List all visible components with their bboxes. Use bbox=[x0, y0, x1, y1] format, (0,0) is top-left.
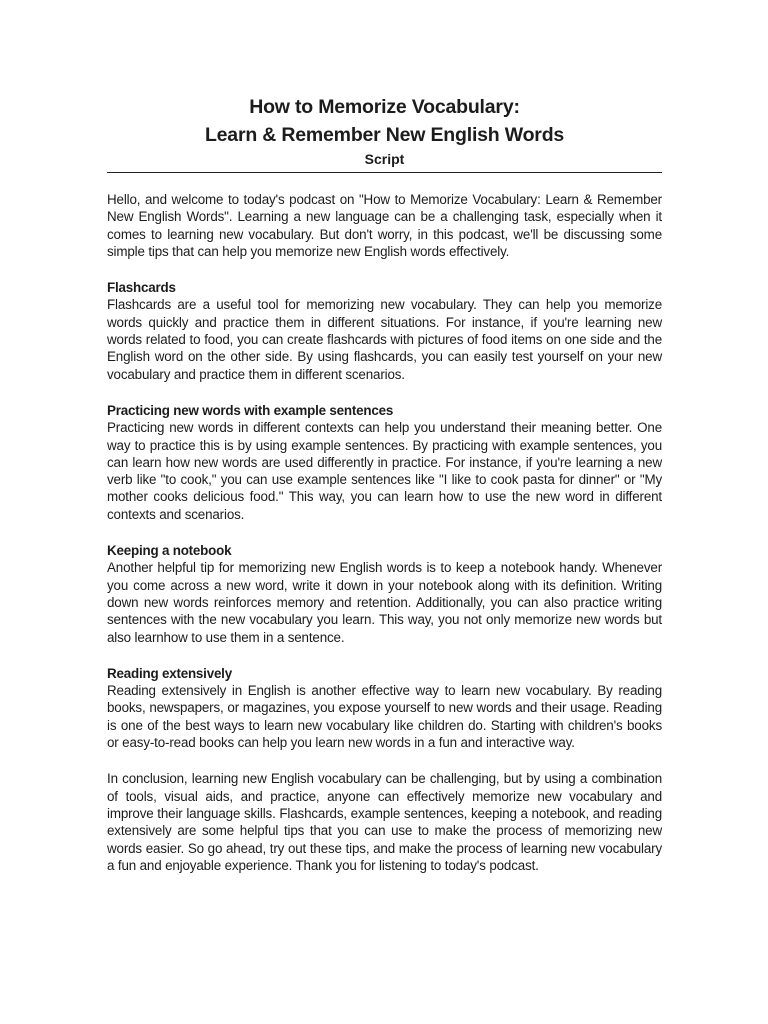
section-heading: Reading extensively bbox=[107, 665, 232, 681]
section-heading: Flashcards bbox=[107, 280, 176, 296]
intro-paragraph: Hello, and welcome to today's podcast on "How to Memorize Vocabulary: Learn & Remember New English Words". Learning a new language can be a challenging task, especially when it comes to learning new vocabulary. But don't worry, in this podcast, we'll be discussing some simple tips that can help you memorize new English words effectively. bbox=[107, 192, 662, 259]
section-paragraph: Another helpful tip for memorizing new English words is to keep a notebook handy. Whenever you come across a new word, write it down in your notebook along with its definition. Writing down new words reinforces memory and retention. Additionally, you can also practice writing sentences with the new vocabulary you learn. This way, you not only memorize new words but also learnhow to use them in a sentence. bbox=[107, 560, 662, 645]
section-example-sentences bbox=[107, 402, 662, 523]
section-notebook bbox=[107, 542, 662, 646]
conclusion-paragraph: In conclusion, learning new English vocabulary can be challenging, but by using a combination of tools, visual aids, and practice, anyone can effectively memorize new vocabulary and improve their language skills. Flashcards, example sentences, keeping a notebook, and reading extensively are some helpful tips that you can use to make the process of memorizing new words easier. So go ahead, try out these tips, and make the process of learning new vocabulary a fun and enjoyable experience. Thank you for listening to today's podcast. bbox=[107, 771, 662, 873]
section-paragraph: Reading extensively in English is another effective way to learn new vocabulary. By reading books, newspapers, or magazines, you expose yourself to new words and their usage. Reading is one of the best ways to learn new vocabulary like children do. Starting with children's books or easy-to-read books can help you learn new words in a fun and interactive way. bbox=[107, 683, 662, 751]
header-divider bbox=[107, 172, 662, 173]
section-flashcards bbox=[107, 279, 662, 383]
section-heading: Keeping a notebook bbox=[107, 543, 232, 559]
title-line-2: Learn & Remember New English Words bbox=[204, 124, 565, 146]
title-line-1: How to Memorize Vocabulary: bbox=[249, 96, 520, 118]
section-reading bbox=[107, 665, 662, 751]
section-paragraph: Flashcards are a useful tool for memorizing new vocabulary. They can help you memorize words quickly and practice them in different situations. For instance, if you're learning new words related to food, you can create flashcards with pictures of food items on one side and the English word on the other side. By using flashcards, you can easily test yourself on your new vocabulary and practice them in different scenarios. bbox=[107, 297, 662, 382]
document-page bbox=[107, 93, 662, 874]
conclusion-block bbox=[107, 770, 662, 874]
section-paragraph: Practicing new words in different contexts can help you understand their meaning better. One way to practice this is by using example sentences. By practicing with example sentences, you can learn how new words are used differently in practice. For instance, if you're learning a new verb like "to cook," you can use example sentences like "I like to cook pasta for dinner" or "My mother cooks delicious food." This way, you can learn how to use the new word in different contexts and scenarios. bbox=[107, 420, 662, 522]
subtitle: Script bbox=[364, 151, 405, 167]
section-heading: Practicing new words with example sentences bbox=[107, 402, 394, 418]
